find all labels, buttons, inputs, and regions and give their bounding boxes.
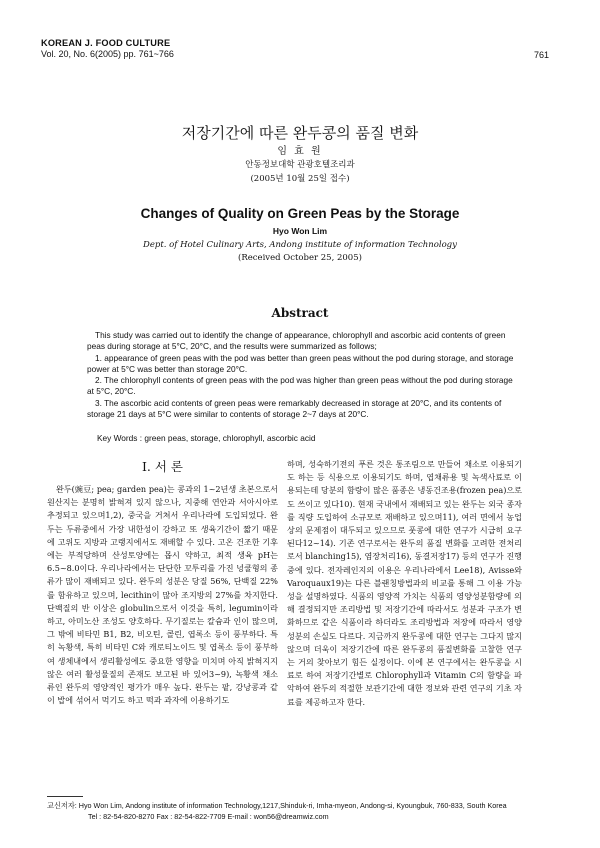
footnote-correspondence: 교신저자: Hyo Won Lim, Andong institute of information Technology,1217,Shinduk-ri, Imha-myeon, Andong-si, Kyoungbuk, 760-833, South Korea [47, 801, 507, 810]
abstract-point-3: 3. The ascorbic acid contents of green peas were remarkably decreased in storage at 20°C, and its contents of storage 21 days at 5°C were similar to contents of storage 2~7 days at 20°C. [87, 397, 502, 420]
volume-info: Vol. 20, No. 6(2005) pp. 761~766 [41, 49, 174, 59]
left-column [47, 483, 278, 707]
korean-received-date: (2005년 10월 25일 접수) [250, 174, 350, 184]
abstract-heading: Abstract [271, 306, 329, 320]
right-column [287, 458, 522, 709]
body-paragraph: 완두(豌豆; pea; garden pea)는 콩과의 1~2년생 초본으로서 원산지는 분명히 밝혀져 있지 않으나, 지중해 연안과 서아시아로 추정되고 있으며1,2), 중국을 거쳐서 우리나라에 도입되었다. 완두는 두류중에서 가장 내한성이 강하고 또 생육기간이 짧기 때문에 고위도 지방과 고랭지에서도 재배할 수 있다. 고온 건조한 기후에는 부적당하며 산성토양에는 몹시 약하고, 최적 생육 pH는 6.5~8.0이다. 우리나라에서는 단단한 꼬투리를 가진 넝쿨형의 종류가 많이 재배되고 있다. 완두의 성분은 당질 56%, 단백질 22%를 함유하고 있으며, lecithin이 많아 조지방의 27%를 차지한다. 단백질의 반 이상은 globulin으로서 이것을 특히, legumin이라 하고, 아미노산 조성도 양호하다. 무기질로는 칼슘과 인이 많으며, 그 밖에 비타민 B1, B2, 비오틴, 콜린, 엽록소 등이 풍부하다. 특히 녹황색, 특히 비타민 C와 캐로티노이드 및 엽록소 등이 풍부하여 생체내에서 생리활성에도 중요한 영향을 미치며 아직 밝혀지지 않은 여러 활성물질의 존재도 보고된 바 있어3~9), 녹황색 채소류인 완두의 영양적인 평가가 매우 높다. 완두는 팥, 강낭콩과 같이 밥에 섞어서 먹기도 하고 떡과 과자에 이용하기도 [47, 484, 278, 706]
abstract-intro: This study was carried out to identify the change of appearance, chlorophyll and ascorbic acid contents of green peas during storage at 5°C, 20°C, and the results were summarized as follows; [87, 330, 506, 352]
english-affiliation: Dept. of Hotel Culinary Arts, Andong institute of information Technology [143, 240, 457, 250]
footnote-contact: Tel : 82-54-820-8270 Fax : 82-54-822-7709 E-mail : won56@dreamwiz.com [88, 812, 329, 821]
abstract-point-1: 1. appearance of green peas with the pod was better than green peas without the pod during storage, and storage power at 5°C was better than storage 20°C. [87, 352, 514, 374]
korean-affiliation: 안동정보대학 관광호텔조리과 [245, 160, 355, 170]
journal-name: KOREAN J. FOOD CULTURE [41, 38, 171, 48]
english-title: Changes of Quality on Green Peas by the Storage [140, 206, 460, 221]
korean-author: 임 효 원 [277, 146, 323, 157]
english-received-date: (Received October 25, 2005) [238, 253, 362, 263]
body-paragraph: 하며, 성숙하기전의 푸른 것은 통조림으로 만들어 채소로 이용되기도 하는 등 식용으로 이용되기도 하며, 엽채류용 및 녹색사료로 이용되는데 당분의 함량이 많은 품종은 냉동건조용(frozen pea)으로도 쓰이고 있다10). 현재 국내에서 재배되고 있는 완두는 외국 종자를 직량 도입하여 소규모로 재배하고 있으며11), 여러 면에서 농업상의 문제점이 대두되고 있으므로 풋콩에 대한 연구가 시급히 요구된다12~14). 기존 연구로서는 완두의 품질 변화를 고려한 전처리로서 blanching15), 염장처리16), 동결저장17) 등의 연구가 진행중에 있다. 전자레인지의 이용은 우리나라에서 Lee18), Avisse와 Varoquaux19)는 다른 블랜칭방법과의 비교를 통해 그 이용 가능성을 설명하였다. 식품의 영양적 가치는 식품의 영양성분함량에 의해 결정되지만 조리방법 및 저장기간에 따라서도 성분과 구조가 변화하므로 같은 식품이라 하더라도 조리방법과 저장에 따라서 영양성분의 손실도 다르다. 지금까지 완두콩에 대한 연구는 그다지 많지 않으며 더욱이 저장기간에 따른 완두콩의 품질변화를 고찰한 연구는 거의 찾아보기 힘든 실정이다. 이에 본 연구에서는 완두콩을 시료로 하여 저장기간별로 Chlorophyll과 Vitamin C의 함량을 파악하여 완두의 적절한 보관기간에 대한 정보와 관련 연구의 기초 자료를 제공하고자 한다. [287, 459, 522, 707]
footnote-divider [47, 796, 83, 797]
section-heading: I. 서 론 [141, 459, 183, 474]
abstract-body [87, 330, 517, 420]
keywords: Key Words : green peas, storage, chlorophyll, ascorbic acid [97, 433, 316, 443]
korean-title: 저장기간에 따른 완두콩의 품질 변화 [181, 124, 419, 142]
page-number: 761 [534, 50, 550, 60]
abstract-point-2: 2. The chlorophyll contents of green peas with the pod was higher than green peas without the pod during storage at 5°C, 20°C. [87, 375, 513, 397]
english-author: Hyo Won Lim [272, 226, 328, 236]
